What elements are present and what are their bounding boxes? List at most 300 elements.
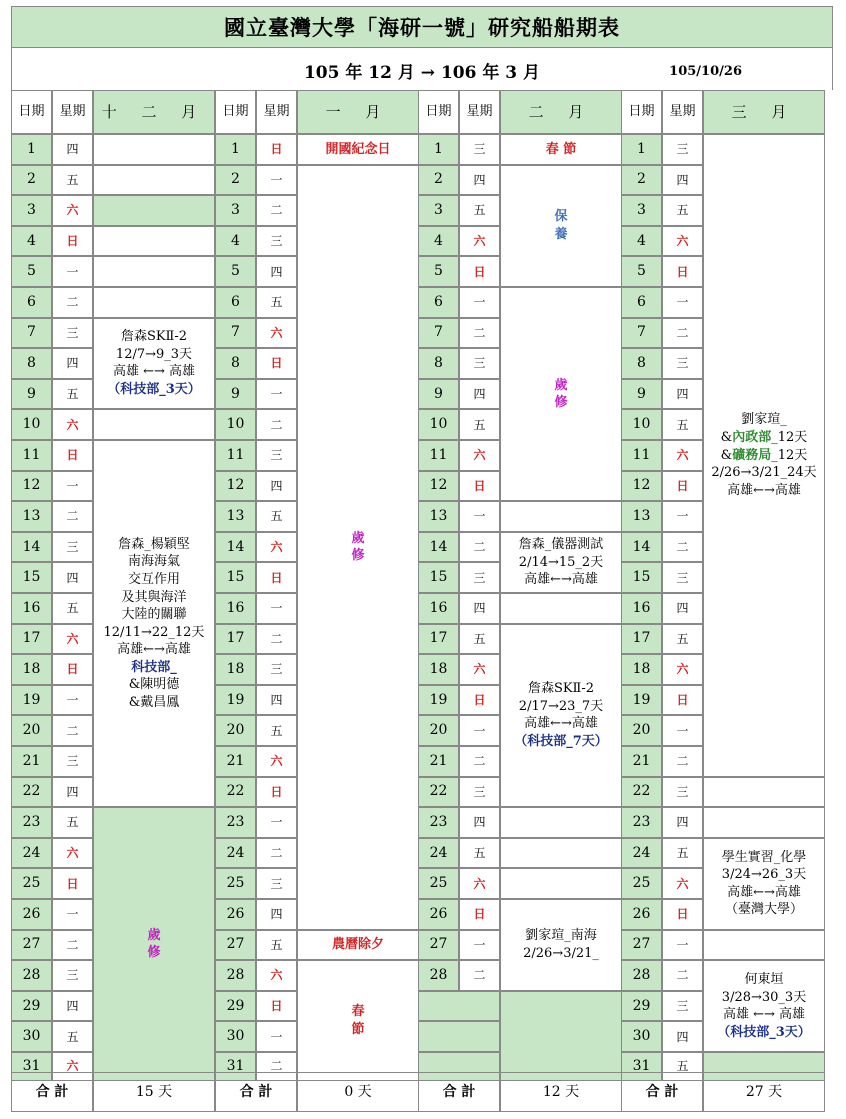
event-line: 學生實習_化學 (721, 849, 807, 865)
empty-cell (93, 226, 215, 257)
weekday-cell: 六 (52, 838, 93, 869)
event-line: 3/24→26_3天 (721, 867, 807, 883)
weekday-cell: 二 (52, 715, 93, 746)
day-number: 7 (11, 318, 52, 349)
weekday-cell: 二 (662, 532, 703, 563)
total-label: 合 計 (215, 1072, 297, 1112)
event-line: 修 (147, 945, 161, 961)
day-number: 23 (11, 807, 52, 838)
total-value: 0 天 (297, 1072, 419, 1112)
total-value: 12 天 (500, 1072, 622, 1112)
day-number: 3 (11, 195, 52, 226)
event-line: 南海海氣 (127, 554, 180, 570)
event-line: 12/7→9_3天 (115, 346, 193, 362)
day-number: 12 (215, 471, 256, 502)
weekday-cell: 二 (256, 838, 297, 869)
schedule-event (500, 287, 622, 501)
weekday-cell: 二 (256, 409, 297, 440)
weekday-cell: 六 (52, 195, 93, 226)
event-line: 2/26→3/21_ (523, 945, 599, 961)
weekday-cell: 二 (459, 318, 500, 349)
weekday-cell: 二 (459, 532, 500, 563)
total-value: 27 天 (703, 1072, 825, 1112)
day-number: 29 (215, 991, 256, 1022)
weekday-cell: 二 (52, 930, 93, 961)
empty-cell (500, 991, 622, 1081)
event-text: 礦務局 (732, 447, 772, 463)
weekday-cell: 日 (662, 256, 703, 287)
weekday-cell: 六 (662, 654, 703, 685)
weekday-cell: 四 (52, 348, 93, 379)
month-header: 一 月 (297, 90, 419, 134)
weekday-cell: 一 (52, 899, 93, 930)
weekday-cell: 三 (256, 440, 297, 471)
weekday-cell: 四 (459, 165, 500, 196)
day-number: 23 (418, 807, 459, 838)
weekday-cell: 一 (459, 930, 500, 961)
empty-cell (500, 838, 622, 869)
event-line: 高雄←→高雄 (727, 884, 801, 900)
weekday-cell: 日 (256, 991, 297, 1022)
weekday-cell: 日 (459, 256, 500, 287)
day-number: 21 (621, 746, 662, 777)
empty-cell (500, 807, 622, 838)
day-number: 13 (11, 501, 52, 532)
header-day: 日期 (11, 90, 52, 134)
event-line: 12/11→22_12天 (103, 624, 205, 640)
weekday-cell: 六 (459, 226, 500, 257)
day-number: 22 (621, 777, 662, 808)
day-number: 24 (621, 838, 662, 869)
day-number: 9 (215, 379, 256, 410)
day-number: 10 (621, 409, 662, 440)
weekday-cell: 三 (662, 991, 703, 1022)
weekday-cell: 二 (52, 501, 93, 532)
weekday-cell: 五 (256, 501, 297, 532)
day-number: 2 (418, 165, 459, 196)
day-number: 28 (418, 960, 459, 991)
month-header: 三 月 (703, 90, 825, 134)
header-weekday: 星期 (459, 90, 500, 134)
event-text: 內政部 (732, 429, 772, 445)
weekday-cell: 一 (52, 256, 93, 287)
weekday-cell: 四 (256, 685, 297, 716)
day-number: 5 (11, 256, 52, 287)
weekday-cell: 五 (52, 379, 93, 410)
event-text: _12天 (771, 447, 808, 463)
day-number: 13 (621, 501, 662, 532)
weekday-cell: 三 (256, 868, 297, 899)
weekday-cell: 五 (662, 624, 703, 655)
day-number: 4 (11, 226, 52, 257)
weekday-cell: 四 (662, 1021, 703, 1052)
event-line: 春 (351, 1004, 365, 1020)
weekday-cell: 五 (662, 1052, 703, 1081)
event-line: 養 (554, 226, 568, 242)
day-number: 17 (418, 624, 459, 655)
event-line: 保 (554, 209, 568, 225)
weekday-cell: 五 (459, 195, 500, 226)
weekday-cell: 三 (52, 532, 93, 563)
event-line: 歲 (147, 927, 161, 943)
day-number: 25 (215, 868, 256, 899)
weekday-cell: 日 (256, 777, 297, 808)
day-number: 25 (621, 868, 662, 899)
weekday-cell: 四 (459, 593, 500, 624)
empty-cell (703, 777, 825, 808)
weekday-cell: 六 (459, 654, 500, 685)
day-number: 21 (215, 746, 256, 777)
weekday-cell: 一 (256, 807, 297, 838)
day-number: 30 (11, 1021, 52, 1052)
event-line: 2/26→3/21_24天 (711, 465, 817, 481)
day-number: 22 (418, 777, 459, 808)
day-number: 22 (11, 777, 52, 808)
weekday-cell: 四 (256, 256, 297, 287)
weekday-cell: 三 (256, 654, 297, 685)
event-line: （臺灣大學） (724, 902, 803, 918)
day-number: 27 (418, 930, 459, 961)
day-number: 19 (11, 685, 52, 716)
empty-cell (93, 134, 215, 165)
schedule-event (500, 165, 622, 287)
weekday-cell: 二 (662, 318, 703, 349)
event-line: 高雄←→高雄 (524, 716, 598, 732)
schedule-event (93, 318, 215, 410)
day-number: 26 (215, 899, 256, 930)
day-number: 26 (418, 899, 459, 930)
weekday-cell: 三 (256, 226, 297, 257)
day-number: 22 (215, 777, 256, 808)
header-weekday: 星期 (256, 90, 297, 134)
day-number: 24 (215, 838, 256, 869)
event-line: 詹森_儀器測試 (518, 537, 604, 553)
day-number: 20 (621, 715, 662, 746)
day-number: 23 (215, 807, 256, 838)
event-line: 歲 (351, 530, 365, 546)
day-number: 4 (621, 226, 662, 257)
day-number: 14 (418, 532, 459, 563)
day-number: 12 (11, 471, 52, 502)
day-number: 12 (418, 471, 459, 502)
empty-cell (703, 930, 825, 961)
day-number: 29 (11, 991, 52, 1022)
day-number: 6 (215, 287, 256, 318)
weekday-cell: 日 (459, 471, 500, 502)
day-number: 1 (215, 134, 256, 165)
event-line: 詹森SKⅡ-2 (527, 681, 595, 697)
weekday-cell: 四 (662, 807, 703, 838)
weekday-cell: 日 (256, 348, 297, 379)
day-number: 8 (621, 348, 662, 379)
weekday-cell: 五 (52, 165, 93, 196)
event-line: 交互作用 (127, 571, 180, 587)
weekday-cell: 六 (459, 440, 500, 471)
weekday-cell: 二 (459, 960, 500, 991)
weekday-cell: 一 (662, 715, 703, 746)
weekday-cell: 六 (662, 868, 703, 899)
schedule-period: 105 年 12 月 → 106 年 3 月 (303, 63, 541, 83)
day-number: 20 (11, 715, 52, 746)
day-number: 16 (418, 593, 459, 624)
weekday-cell: 日 (662, 899, 703, 930)
day-number: 10 (418, 409, 459, 440)
weekday-cell: 二 (256, 624, 297, 655)
day-number: 31 (621, 1052, 662, 1081)
schedule-event (703, 134, 825, 777)
day-number: 7 (621, 318, 662, 349)
day-number: 1 (621, 134, 662, 165)
day-number: 19 (215, 685, 256, 716)
weekday-cell: 二 (662, 746, 703, 777)
day-number: 18 (621, 654, 662, 685)
header-weekday: 星期 (662, 90, 703, 134)
weekday-cell: 一 (52, 685, 93, 716)
weekday-cell: 四 (52, 777, 93, 808)
day-number: 28 (621, 960, 662, 991)
schedule-event (93, 807, 215, 1081)
event-line: 詹森SKⅡ-2 (120, 329, 188, 345)
event-line: 2/17→23_7天 (518, 698, 604, 714)
weekday-cell: 六 (52, 409, 93, 440)
header-day: 日期 (418, 90, 459, 134)
event-line: 修 (351, 548, 365, 564)
day-number: 31 (215, 1052, 256, 1081)
weekday-cell: 一 (662, 930, 703, 961)
day-number: 13 (215, 501, 256, 532)
weekday-cell: 三 (52, 318, 93, 349)
weekday-cell: 一 (256, 1021, 297, 1052)
weekday-cell: 三 (52, 960, 93, 991)
day-number: 9 (418, 379, 459, 410)
event-line: 科技部_ (131, 659, 177, 675)
event-text: & (720, 447, 733, 463)
day-number: 5 (215, 256, 256, 287)
event-text: _12天 (771, 429, 808, 445)
day-number: 6 (418, 287, 459, 318)
event-line: （科技部_3天） (107, 382, 201, 398)
day-number: 27 (621, 930, 662, 961)
day-number: 30 (621, 1021, 662, 1052)
day-number: 27 (11, 930, 52, 961)
day-number: 28 (11, 960, 52, 991)
weekday-cell: 六 (52, 1052, 93, 1081)
event-line: 詹森_楊穎堅 (118, 536, 190, 552)
day-number: 4 (418, 226, 459, 257)
weekday-cell: 六 (662, 440, 703, 471)
day-number: 11 (215, 440, 256, 471)
weekday-cell: 五 (52, 1021, 93, 1052)
day-number: 20 (215, 715, 256, 746)
weekday-cell: 一 (459, 715, 500, 746)
day-number: 16 (215, 593, 256, 624)
event-line: 高雄←→高雄 (524, 572, 598, 588)
day-number: 9 (11, 379, 52, 410)
weekday-cell: 四 (256, 471, 297, 502)
day-number: 26 (11, 899, 52, 930)
weekday-cell: 五 (662, 195, 703, 226)
day-number: 15 (11, 562, 52, 593)
weekday-cell: 日 (662, 685, 703, 716)
weekday-cell: 一 (52, 471, 93, 502)
day-number: 11 (418, 440, 459, 471)
weekday-cell: 六 (256, 532, 297, 563)
total-label: 合 計 (11, 1072, 93, 1112)
weekday-cell: 四 (52, 562, 93, 593)
schedule-event (297, 930, 419, 961)
day-number: 25 (11, 868, 52, 899)
event-line: 何東垣 (744, 971, 784, 987)
weekday-cell: 日 (256, 562, 297, 593)
day-number: 11 (621, 440, 662, 471)
weekday-cell: 五 (459, 624, 500, 655)
schedule-event (93, 195, 215, 226)
day-number: 3 (215, 195, 256, 226)
event-line (721, 447, 808, 465)
event-line: &陳明德 (128, 677, 180, 693)
weekday-cell: 六 (459, 868, 500, 899)
weekday-cell: 日 (662, 471, 703, 502)
weekday-cell: 六 (256, 960, 297, 991)
day-number: 23 (621, 807, 662, 838)
day-number: 16 (11, 593, 52, 624)
weekday-cell: 五 (662, 838, 703, 869)
weekday-cell: 四 (662, 379, 703, 410)
day-number: 3 (621, 195, 662, 226)
day-number: 17 (11, 624, 52, 655)
weekday-cell: 日 (52, 440, 93, 471)
event-line: （科技部_3天） (717, 1024, 811, 1040)
day-number: 1 (418, 134, 459, 165)
weekday-cell: 三 (459, 562, 500, 593)
day-number: 1 (11, 134, 52, 165)
weekday-cell: 五 (52, 807, 93, 838)
day-number: 20 (418, 715, 459, 746)
header-day: 日期 (215, 90, 256, 134)
empty-cell (93, 256, 215, 287)
day-number: 6 (11, 287, 52, 318)
day-number: 7 (215, 318, 256, 349)
weekday-cell: 五 (256, 287, 297, 318)
weekday-cell: 日 (459, 899, 500, 930)
event-line: 高雄←→高雄 (117, 642, 191, 658)
event-line: 農曆除夕 (331, 937, 384, 953)
day-number: 10 (215, 409, 256, 440)
day-number: 14 (11, 532, 52, 563)
weekday-cell: 二 (256, 195, 297, 226)
event-line: 高雄 ←→ 高雄 (112, 364, 196, 380)
weekday-cell: 六 (52, 624, 93, 655)
weekday-cell: 日 (256, 134, 297, 165)
day-number: 28 (215, 960, 256, 991)
day-number: 2 (621, 165, 662, 196)
weekday-cell: 六 (256, 318, 297, 349)
day-number: 15 (418, 562, 459, 593)
event-text: & (720, 429, 733, 445)
weekday-cell: 四 (459, 807, 500, 838)
event-line: 3/28→30_3天 (721, 989, 807, 1005)
event-line: 高雄←→高雄 (727, 482, 801, 498)
weekday-cell: 三 (662, 348, 703, 379)
weekday-cell: 三 (662, 134, 703, 165)
schedule-event (500, 624, 622, 808)
month-header: 十 二 月 (93, 90, 215, 134)
day-number: 21 (11, 746, 52, 777)
total-value: 15 天 (93, 1072, 215, 1112)
day-number: 16 (621, 593, 662, 624)
weekday-cell: 一 (662, 501, 703, 532)
day-number: 15 (215, 562, 256, 593)
day-number: 24 (418, 838, 459, 869)
day-number: 21 (418, 746, 459, 777)
weekday-cell: 三 (662, 562, 703, 593)
event-line: 劉家瑄_南海 (525, 928, 597, 944)
day-number: 17 (621, 624, 662, 655)
weekday-cell: 四 (256, 899, 297, 930)
weekday-cell: 一 (662, 287, 703, 318)
header-weekday: 星期 (52, 90, 93, 134)
weekday-cell: 日 (52, 654, 93, 685)
empty-cell (93, 165, 215, 196)
day-number: 18 (215, 654, 256, 685)
day-number: 18 (11, 654, 52, 685)
weekday-cell: 六 (662, 226, 703, 257)
weekday-cell: 三 (459, 777, 500, 808)
weekday-cell: 三 (662, 777, 703, 808)
day-number: 2 (215, 165, 256, 196)
day-number: 10 (11, 409, 52, 440)
day-number: 3 (418, 195, 459, 226)
weekday-cell: 二 (662, 960, 703, 991)
schedule-event (297, 960, 419, 1081)
event-line: （科技部_7天） (514, 733, 608, 749)
day-number: 31 (11, 1052, 52, 1081)
empty-cell (418, 1021, 500, 1052)
weekday-cell: 一 (256, 165, 297, 196)
empty-cell (500, 593, 622, 624)
day-number: 17 (215, 624, 256, 655)
weekday-cell: 三 (52, 746, 93, 777)
schedule-event (297, 134, 419, 165)
issue-date: 105/10/26 (669, 64, 742, 79)
day-number: 5 (418, 256, 459, 287)
day-number: 2 (11, 165, 52, 196)
weekday-cell: 二 (459, 746, 500, 777)
day-number: 6 (621, 287, 662, 318)
event-line: 修 (554, 395, 568, 411)
day-number: 4 (215, 226, 256, 257)
day-number: 8 (215, 348, 256, 379)
day-number: 19 (418, 685, 459, 716)
weekday-cell: 五 (52, 593, 93, 624)
day-number: 15 (621, 562, 662, 593)
empty-cell (93, 409, 215, 440)
weekday-cell: 五 (256, 715, 297, 746)
weekday-cell: 一 (256, 379, 297, 410)
weekday-cell: 四 (662, 165, 703, 196)
schedule-event (703, 838, 825, 930)
day-number: 27 (215, 930, 256, 961)
weekday-cell: 一 (459, 287, 500, 318)
day-number: 24 (11, 838, 52, 869)
event-line: 歲 (554, 377, 568, 393)
weekday-cell: 三 (459, 348, 500, 379)
empty-cell (500, 501, 622, 532)
weekday-cell: 日 (459, 685, 500, 716)
weekday-cell: 三 (459, 134, 500, 165)
weekday-cell: 四 (52, 991, 93, 1022)
day-number: 30 (215, 1021, 256, 1052)
